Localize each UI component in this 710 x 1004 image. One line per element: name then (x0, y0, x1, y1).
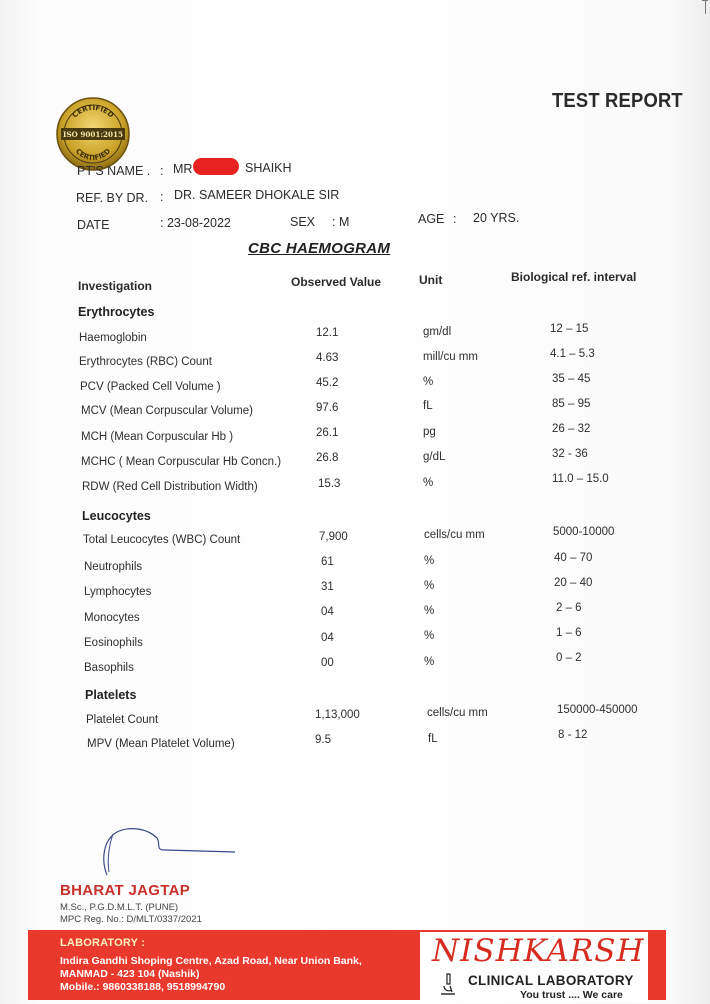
seal-top-text: CERTIFIED (70, 103, 116, 120)
ref-label: REF. BY DR. (76, 191, 149, 205)
test-name: Neutrophils (84, 561, 143, 573)
test-name: Haemoglobin (79, 332, 147, 344)
signatory-registration: MPC Reg. No.: D/MLT/0337/2021 (60, 914, 202, 925)
test-ref: 32 - 36 (552, 448, 588, 460)
sex-value: : M (332, 215, 350, 229)
col-ref: Biological ref. interval (511, 270, 637, 284)
age-value: 20 YRS. (473, 211, 520, 225)
test-unit: % (424, 605, 435, 617)
lab-address-2: MANMAD - 423 104 (Nashik) (60, 968, 200, 980)
test-value: 7,900 (319, 531, 348, 543)
patient-name-sep: : (160, 164, 164, 178)
seal-middle-text: ISO 9001:2015 (63, 130, 123, 139)
test-value: 97.6 (316, 402, 339, 414)
test-value: 00 (321, 657, 334, 669)
test-unit: cells/cu mm (424, 529, 485, 541)
test-name: Erythrocytes (RBC) Count (79, 356, 212, 368)
test-value: 61 (321, 556, 334, 568)
lab-label: LABORATORY : (60, 937, 146, 949)
test-value: 9.5 (315, 734, 331, 746)
signatory-qualification: M.Sc., P.G.D.M.L.T. (PUNE) (60, 902, 179, 913)
col-investigation: Investigation (78, 279, 153, 293)
test-value: 12.1 (316, 327, 339, 339)
test-value: 15.3 (318, 478, 341, 490)
test-unit: fL (428, 733, 438, 745)
microscope-icon (438, 972, 458, 996)
test-ref: 20 – 40 (554, 577, 593, 589)
test-heading: CBC HAEMOGRAM (248, 240, 391, 257)
test-value: 26.8 (316, 452, 339, 464)
test-name: MCH (Mean Corpuscular Hb ) (81, 431, 234, 443)
brand-tagline: You trust .... We care (520, 989, 623, 1001)
signatory-name: BHARAT JAGTAP (60, 882, 191, 899)
age-sep: : (453, 212, 457, 226)
patient-name-prefix: MR (173, 162, 193, 176)
test-ref: 26 – 32 (552, 423, 591, 435)
test-value: 26.1 (316, 427, 339, 439)
test-unit: gm/dl (423, 326, 452, 338)
iso-seal-icon (55, 96, 131, 172)
test-unit: g/dL (423, 451, 446, 463)
test-ref: 40 – 70 (554, 552, 593, 564)
section-leucocytes: Leucocytes (82, 509, 151, 523)
test-name: Total Leucocytes (WBC) Count (83, 534, 241, 546)
test-ref: 0 – 2 (556, 652, 582, 664)
test-name: Eosinophils (84, 637, 143, 649)
lab-address-1: Indira Gandhi Shoping Centre, Azad Road, Near Union Bank, (60, 955, 362, 967)
brand-subtitle: CLINICAL LABORATORY (468, 973, 634, 988)
lab-mobile: Mobile.: 9860338188, 9518994790 (60, 981, 226, 993)
section-erythrocytes: Erythrocytes (78, 305, 155, 319)
test-name: Monocytes (84, 612, 140, 624)
test-ref: 4.1 – 5.3 (550, 348, 595, 360)
test-name: Platelet Count (86, 714, 159, 726)
ref-sep: : (160, 190, 164, 204)
col-unit: Unit (419, 273, 443, 287)
test-value: 31 (321, 581, 334, 593)
brand-name: NISHKARSH (432, 933, 645, 969)
date-label: DATE (77, 218, 110, 232)
test-unit: pg (423, 426, 436, 438)
test-unit: % (423, 477, 434, 489)
seal-bottom-text: CERTIFIED (73, 147, 113, 163)
edge-mark (705, 0, 706, 14)
report-title: TEST REPORT (552, 90, 683, 112)
patient-name-label: PT'S NAME . (77, 164, 151, 178)
col-observed: Observed Value (291, 275, 382, 289)
test-value: 04 (321, 606, 334, 618)
test-ref: 35 – 45 (552, 373, 591, 385)
test-unit: % (424, 630, 435, 642)
test-ref: 1 – 6 (556, 627, 582, 639)
date-value: : 23-08-2022 (160, 216, 231, 230)
test-name: RDW (Red Cell Distribution Width) (82, 481, 258, 493)
test-unit: cells/cu mm (427, 707, 488, 719)
section-platelets: Platelets (85, 688, 137, 702)
test-ref: 11.0 – 15.0 (552, 473, 609, 485)
test-ref: 150000-450000 (557, 704, 638, 716)
test-value: 1,13,000 (315, 709, 360, 721)
test-unit: % (423, 376, 434, 388)
signature-icon (95, 820, 245, 880)
sex-label: SEX (290, 215, 316, 229)
test-name: MCHC ( Mean Corpuscular Hb Concn.) (81, 456, 282, 468)
test-name: MPV (Mean Platelet Volume) (87, 738, 235, 750)
test-unit: fL (423, 400, 433, 412)
test-ref: 5000-10000 (553, 526, 615, 538)
test-ref: 2 – 6 (556, 602, 582, 614)
test-unit: mill/cu mm (423, 351, 478, 363)
test-unit: % (424, 656, 435, 668)
test-name: Basophils (84, 662, 134, 674)
test-ref: 12 – 15 (550, 323, 589, 335)
test-value: 45.2 (316, 377, 339, 389)
test-value: 4.63 (316, 352, 339, 364)
name-redaction (193, 158, 239, 175)
ref-value: DR. SAMEER DHOKALE SIR (174, 188, 340, 202)
test-unit: % (424, 555, 435, 567)
test-ref: 8 - 12 (558, 729, 588, 741)
age-label: AGE (418, 212, 445, 226)
test-value: 04 (321, 632, 334, 644)
test-name: MCV (Mean Corpuscular Volume) (81, 405, 253, 417)
edge-mark (702, 0, 708, 1)
test-name: PCV (Packed Cell Volume ) (80, 381, 221, 393)
patient-name-suffix: SHAIKH (245, 161, 292, 175)
test-name: Lymphocytes (84, 586, 152, 598)
test-ref: 85 – 95 (552, 398, 591, 410)
test-unit: % (424, 580, 435, 592)
